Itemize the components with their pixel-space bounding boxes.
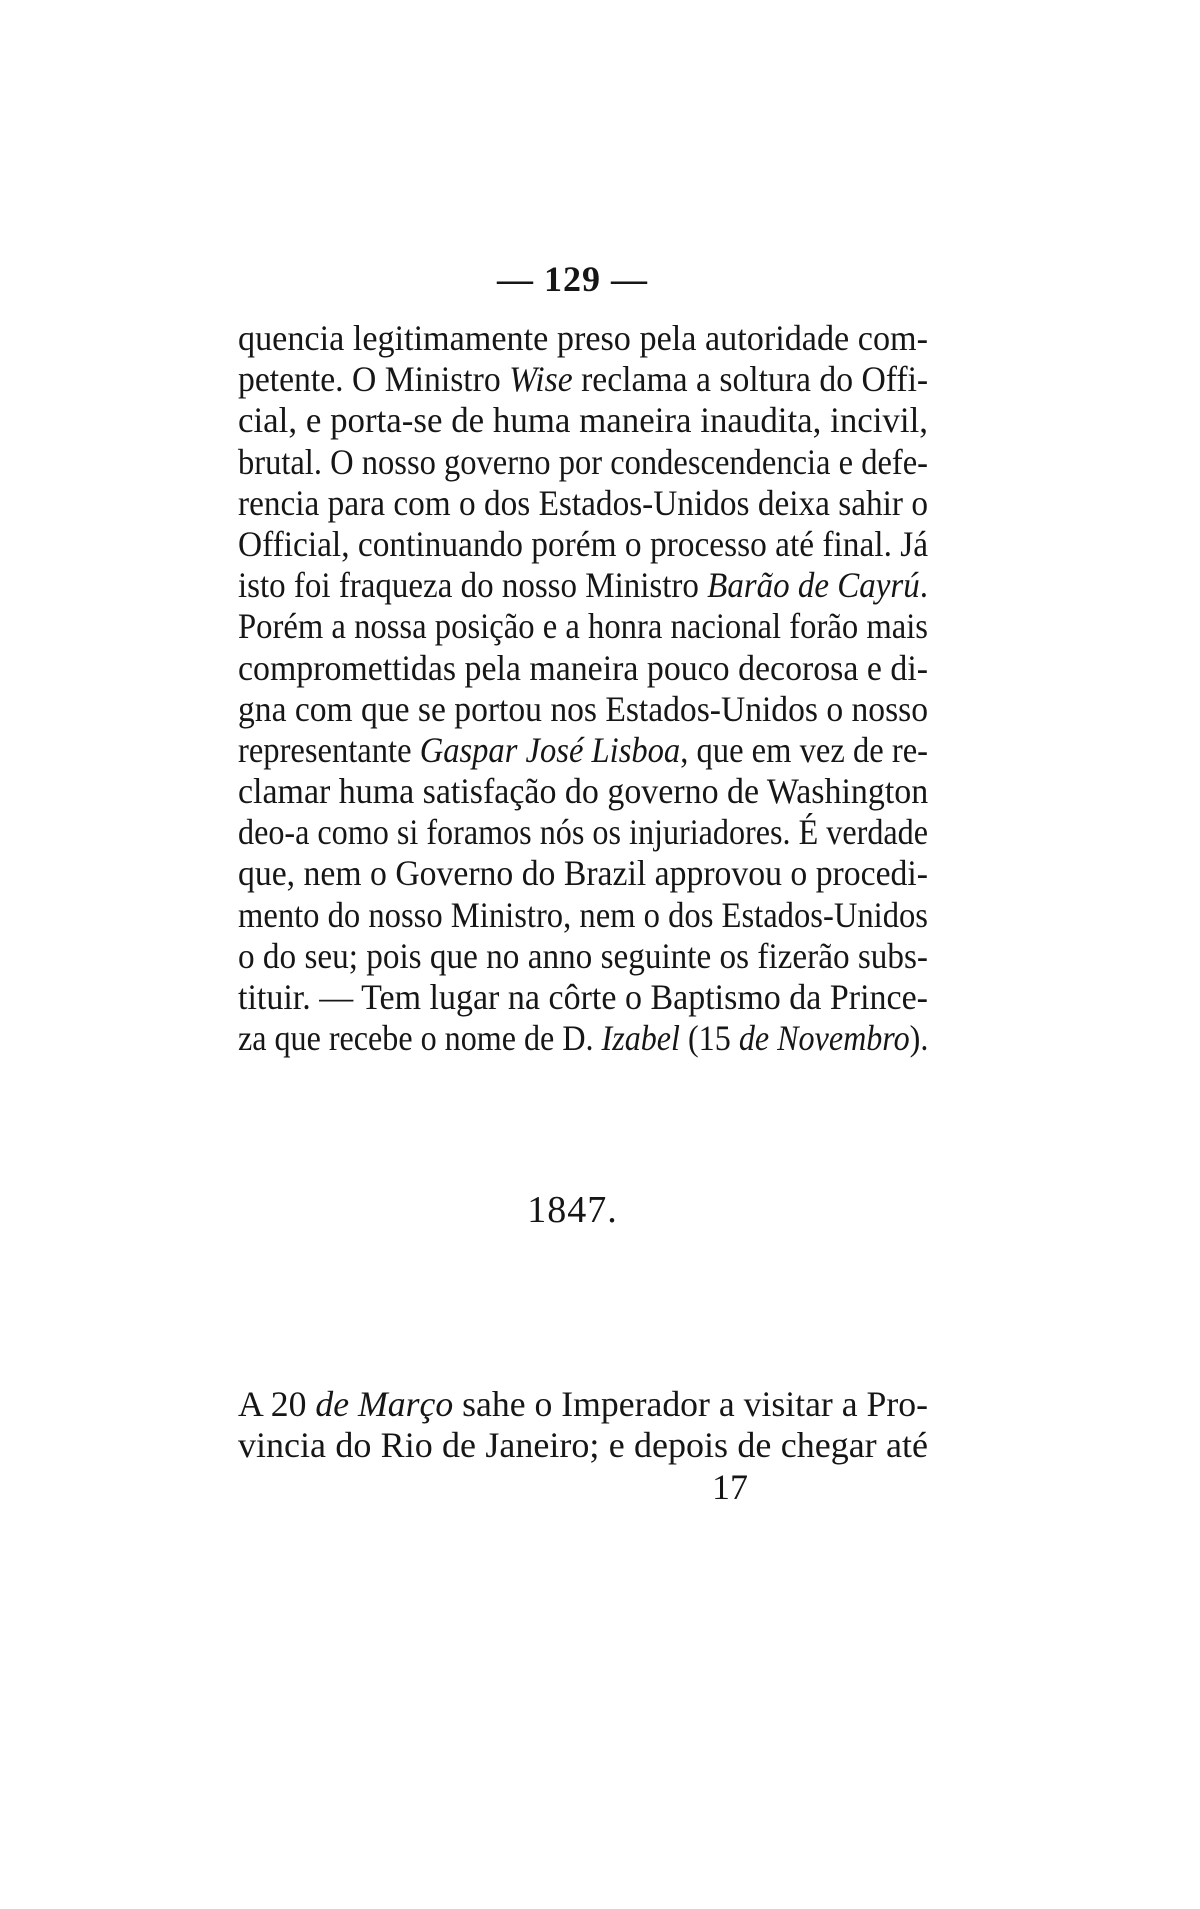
text-segment: gna com que se portou nos Estados-Unidos o nosso xyxy=(238,688,928,729)
paragraph-1 xyxy=(238,318,928,1059)
italic-text: Barão de Cayrú xyxy=(707,565,920,606)
text-segment: compromettidas pela maneira pouco decorosa e di- xyxy=(238,647,928,688)
italic-text: Gaspar José Lisboa xyxy=(419,729,681,770)
text-line xyxy=(238,318,928,359)
italic-text: de Novembro xyxy=(738,1018,910,1059)
text-segment: vincia do Rio de Janeiro; e depois de chegar até xyxy=(238,1425,928,1466)
text-segment: Porém a nossa posição e a honra nacional forão mais xyxy=(238,606,928,647)
text-line xyxy=(238,895,928,936)
italic-text: de Março xyxy=(315,1384,454,1424)
text-segment: , que em vez de re- xyxy=(680,729,928,770)
text-segment: deo-a como si foramos nós os injuriadores. É verdade xyxy=(238,812,928,853)
signature-mark: 17 xyxy=(712,1467,748,1507)
text-segment: isto foi fraqueza do nosso Ministro xyxy=(238,565,708,606)
text-segment: clamar huma satisfação do governo de Washington xyxy=(238,771,929,812)
text-segment: tituir. — Tem lugar na côrte o Baptismo da Prince- xyxy=(238,977,928,1017)
text-line xyxy=(238,1018,928,1059)
text-line xyxy=(238,730,928,771)
text-line xyxy=(238,977,928,1018)
italic-text: Wise xyxy=(509,359,573,400)
paragraph-2 xyxy=(238,1384,928,1466)
text-line xyxy=(238,1384,928,1425)
text-segment: quencia legitimamente preso pela autoridade com- xyxy=(238,318,928,358)
year-heading: 1847. xyxy=(527,1189,618,1231)
text-line xyxy=(238,565,928,606)
text-segment: Official, continuando porém o processo até final. Já xyxy=(238,523,929,564)
text-segment: cial, e porta-se de huma maneira inaudita, incivil, xyxy=(238,400,928,441)
text-line xyxy=(238,359,928,400)
text-segment: . xyxy=(919,565,928,606)
text-segment: sahe o Imperador a visitar a Pro- xyxy=(453,1384,929,1424)
text-line xyxy=(238,936,928,977)
text-line xyxy=(238,606,928,647)
text-segment: o do seu; pois que no anno seguinte os fizerão subs- xyxy=(238,935,928,976)
text-segment: reclama a soltura do Offi- xyxy=(572,359,929,400)
text-line xyxy=(238,812,928,853)
page-number: — 129 — xyxy=(497,259,648,299)
text-line xyxy=(238,483,928,524)
text-line xyxy=(238,689,928,730)
text-segment: rencia para com o dos Estados-Unidos deixa sahir o xyxy=(238,482,928,523)
text-line xyxy=(238,400,928,441)
text-segment: petente. O Ministro xyxy=(238,359,510,400)
text-segment: A 20 xyxy=(238,1384,316,1424)
text-line xyxy=(238,442,928,483)
text-segment: (15 xyxy=(679,1018,739,1059)
text-line xyxy=(238,1425,928,1466)
text-segment: ). xyxy=(909,1018,929,1059)
text-segment: que, nem o Governo do Brazil approvou o procedi- xyxy=(238,853,928,894)
text-segment: za que recebe o nome de D. xyxy=(238,1018,602,1059)
text-segment: brutal. O nosso governo por condescendencia e defe- xyxy=(238,441,928,482)
text-line xyxy=(238,524,928,565)
text-line xyxy=(238,853,928,894)
text-segment: representante xyxy=(238,729,420,770)
text-segment: mento do nosso Ministro, nem o dos Estados-Unidos xyxy=(238,894,928,935)
text-line xyxy=(238,771,928,812)
text-line xyxy=(238,648,928,689)
italic-text: Izabel xyxy=(601,1018,680,1059)
